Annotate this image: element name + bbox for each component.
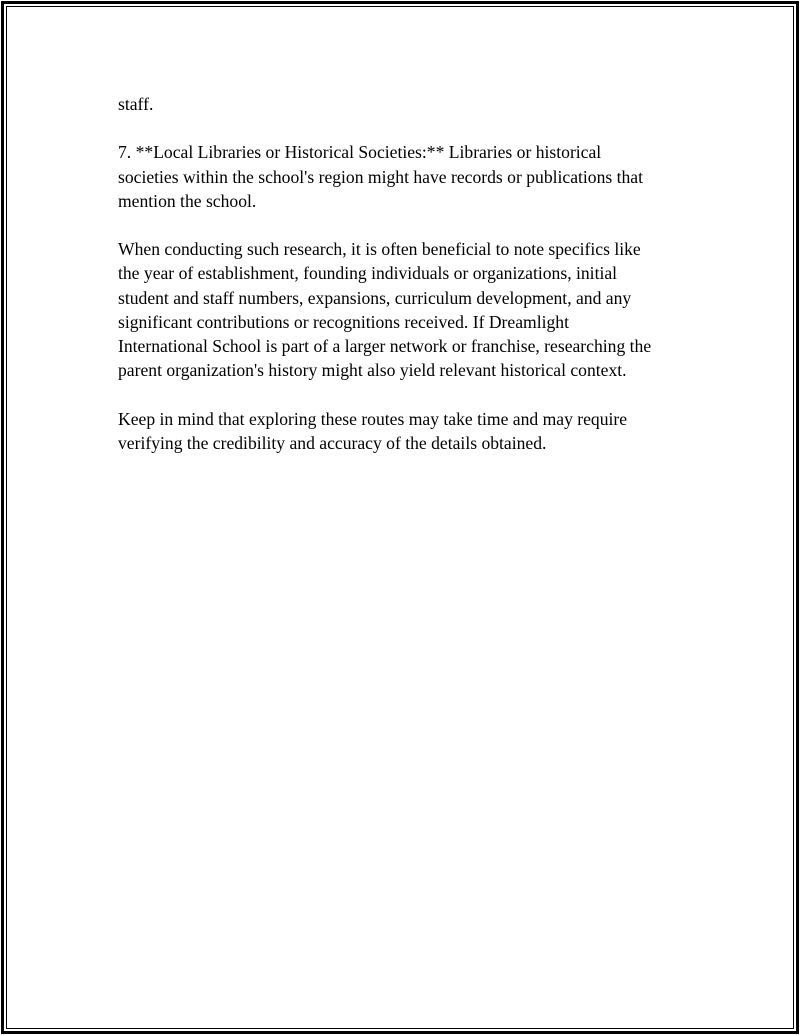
paragraph-closing-note: Keep in mind that exploring these routes may take time and may require verifying the credibility and accuracy of the details obtained.	[118, 408, 628, 453]
paragraph-continuation: staff.	[118, 94, 154, 114]
paragraph-local-libraries: 7. **Local Libraries or Historical Societies:** Libraries or historical societies within the school's region might have records or publications that mention the school.	[118, 142, 644, 211]
document-body	[118, 92, 688, 479]
paragraph-research-specifics: When conducting such research, it is often beneficial to note specifics like the year of establishment, founding individuals or organizations, initial student and staff numbers, expansions, curriculum development, and any significant contributions or recognitions received. If Dreamlight International School is part of a larger network or franchise, researching the parent organization's history might also yield relevant historical context.	[118, 239, 652, 381]
